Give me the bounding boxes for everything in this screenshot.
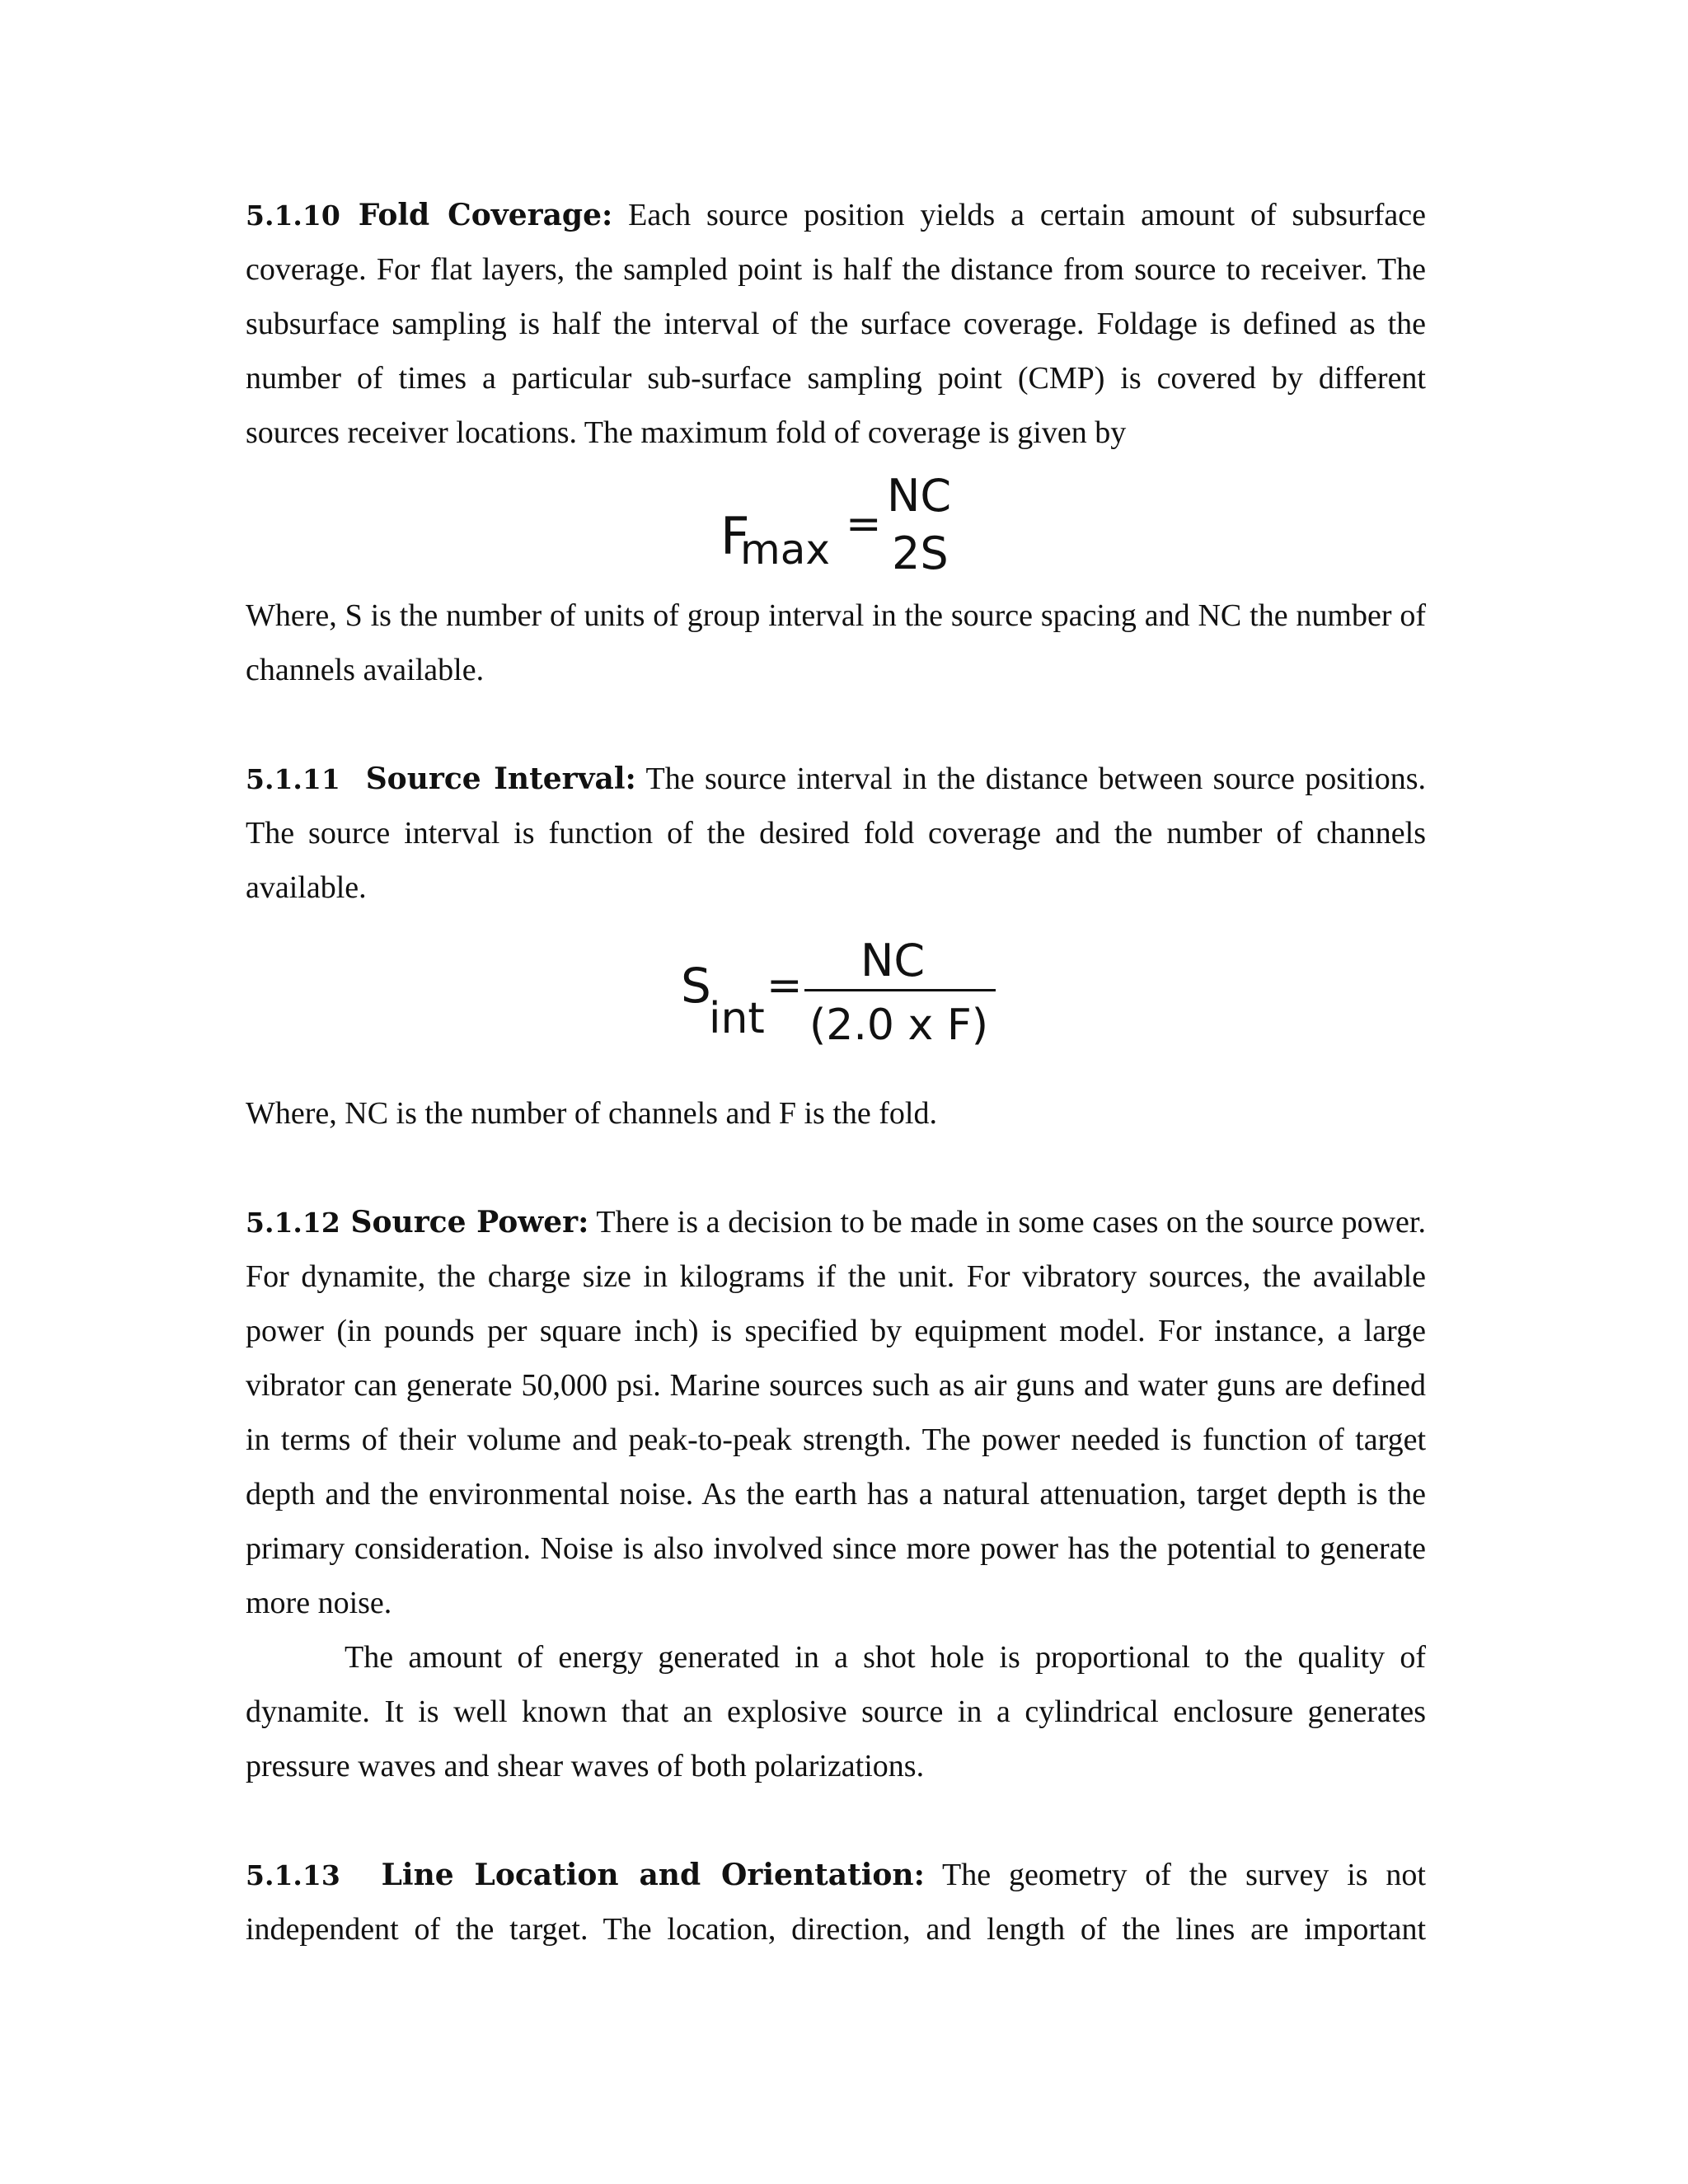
formula-subscript: int: [709, 994, 765, 1043]
body-line: power (in pounds per square inch) is specified by equipment model. For instance, a large: [246, 1314, 1426, 1348]
formula-subscript: max: [740, 526, 830, 574]
formula-lhs: F: [720, 506, 750, 566]
body-line: pressure waves and shear waves of both polarizations.: [246, 1749, 925, 1783]
formula-numerator: NC: [887, 470, 952, 522]
sint-formula: [681, 931, 1010, 1063]
section-5-1-12-line-1: 5.1.12 Source Power: There is a decision to be made in some cases on the source power.: [246, 1205, 1426, 1240]
section-heading: 5.1.10 Fold Coverage:: [246, 198, 613, 232]
body-line: dynamite. It is well known that an explosive source in a cylindrical enclosure generates: [246, 1694, 1426, 1729]
formula-denominator: (2.0 x F): [809, 1001, 989, 1050]
formula-equals: =: [846, 499, 882, 549]
section-5-1-13-line-1: 5.1.13 Line Location and Orientation: The geometry of the survey is not: [246, 1858, 1426, 1892]
section-heading: 5.1.13 Line Location and Orientation:: [246, 1858, 925, 1892]
body-line: For dynamite, the charge size in kilograms if the unit. For vibratory sources, the available: [246, 1259, 1426, 1294]
body-line: sources receiver locations. The maximum fold of coverage is given by: [246, 415, 1127, 450]
body-line: vibrator can generate 50,000 psi. Marine sources such as air guns and water guns are defined: [246, 1368, 1426, 1403]
section-5-1-10-line-1: 5.1.10 Fold Coverage: Each source position yields a certain amount of subsurface: [246, 198, 1427, 232]
section-heading: 5.1.12 Source Power:: [246, 1205, 589, 1240]
formula-numerator: NC: [860, 935, 926, 987]
body-line: more noise.: [246, 1586, 392, 1620]
body-line: depth and the environmental noise. As the earth has a natural attenuation, target depth is the: [246, 1477, 1426, 1511]
formula-lhs: S: [681, 958, 711, 1014]
formula-equals: =: [767, 961, 803, 1010]
fraction-bar: [804, 989, 996, 991]
fmax-formula: [717, 470, 981, 585]
body-line: coverage. For flat layers, the sampled point is half the distance from source to receiver. The: [246, 252, 1426, 287]
body-line: independent of the target. The location, direction, and length of the lines are important: [246, 1912, 1426, 1947]
body-line: Where, NC is the number of channels and F is the fold.: [246, 1096, 937, 1131]
body-line: The source interval is function of the desired fold coverage and the number of channels: [246, 816, 1426, 851]
body-line: The amount of energy generated in a shot hole is proportional to the quality of: [345, 1640, 1426, 1675]
body-line: channels available.: [246, 653, 485, 687]
section-heading: 5.1.11 Source Interval:: [246, 762, 636, 796]
formula-denominator: 2S: [892, 527, 949, 579]
body-line: number of times a particular sub-surface sampling point (CMP) is covered by different: [246, 361, 1426, 396]
body-line: available.: [246, 870, 367, 905]
body-line: in terms of their volume and peak-to-peak strength. The power needed is function of target: [246, 1422, 1426, 1457]
section-5-1-11-line-1: 5.1.11 Source Interval: The source interval in the distance between source positions.: [246, 762, 1426, 796]
body-line: primary consideration. Noise is also involved since more power has the potential to generate: [246, 1531, 1426, 1566]
body-line: Where, S is the number of units of group interval in the source spacing and NC the number of: [246, 598, 1426, 633]
body-line: subsurface sampling is half the interval of the surface coverage. Foldage is defined as the: [246, 307, 1426, 341]
